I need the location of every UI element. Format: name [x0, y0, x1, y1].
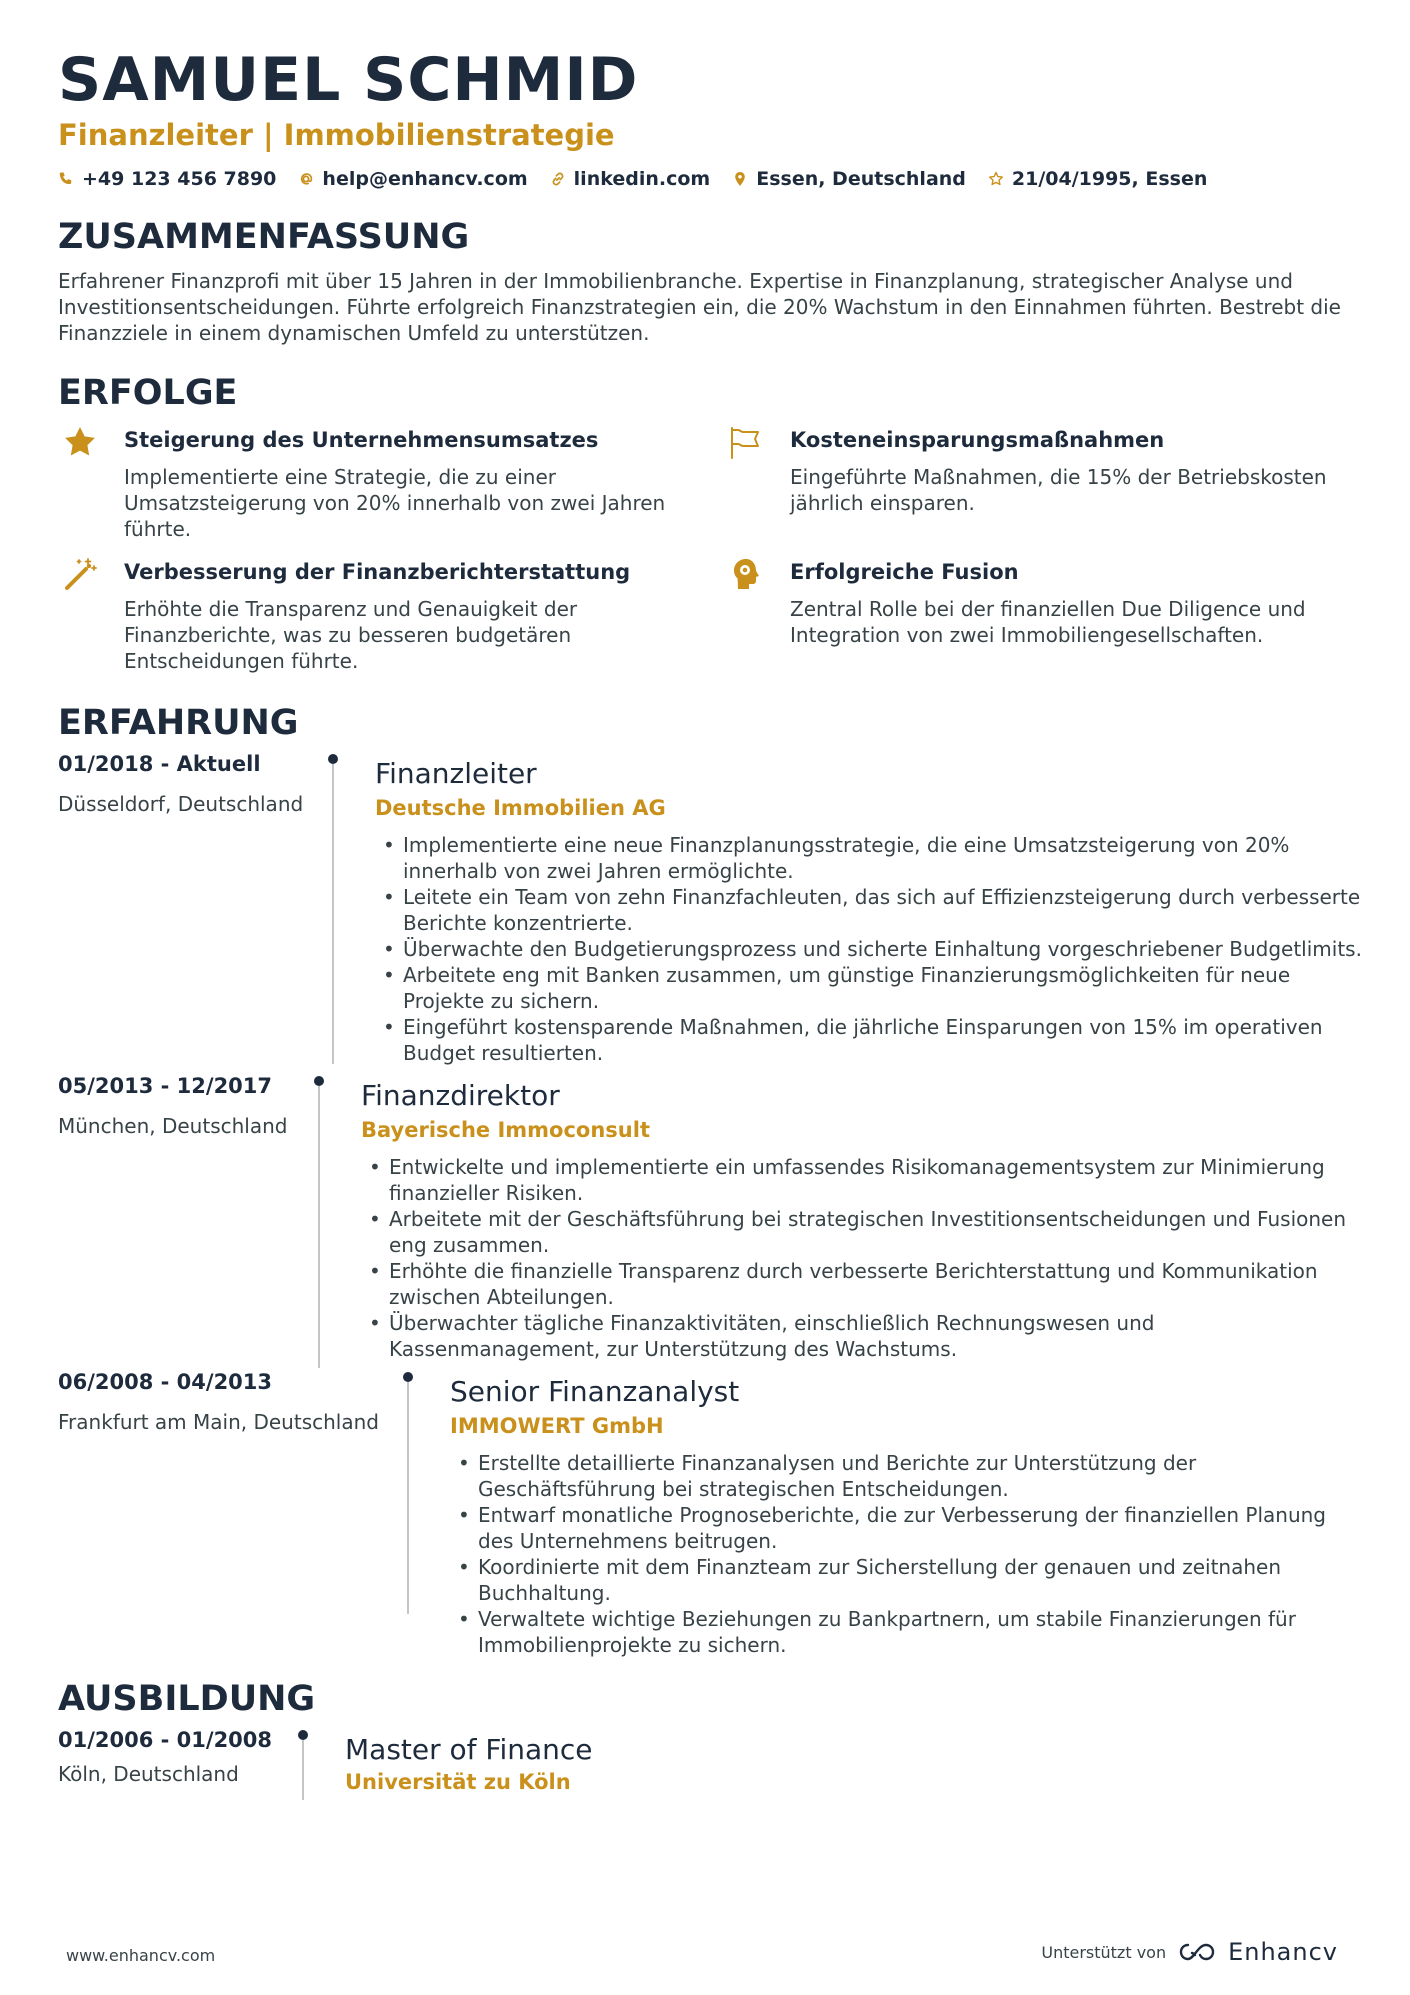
- achievement-icon: [62, 424, 102, 464]
- job-company: Deutsche Immobilien AG: [375, 796, 666, 820]
- at-icon: [298, 171, 314, 187]
- infinity-logo-icon: [1178, 1940, 1220, 1964]
- timeline-line: [302, 1740, 304, 1800]
- contact-bar: [58, 168, 1207, 190]
- job-bullets: [375, 832, 1375, 1066]
- job-date: 05/2013 - 12/2017: [58, 1074, 273, 1098]
- timeline-line: [332, 764, 334, 1064]
- list-item: • Erhöhte die finanzielle Transparenz durch verbesserte Berichterstattung und Kommunikation zwischen Abteilungen.: [361, 1258, 1361, 1310]
- section-title-education: AUSBILDUNG: [58, 1679, 316, 1719]
- job-date: 06/2008 - 04/2013: [58, 1370, 273, 1394]
- list-item: • Entwarf monatliche Prognoseberichte, die zur Verbesserung der finanziellen Planung des Unternehmens beitrugen.: [450, 1502, 1350, 1554]
- contact-linkedin-text: linkedin.com: [573, 168, 711, 190]
- contact-email-text: help@enhancv.com: [322, 168, 528, 190]
- job-bullets: [361, 1154, 1361, 1362]
- brand-name: Enhancv: [1228, 1938, 1338, 1966]
- list-item: • Entwickelte und implementierte ein umfassendes Risikomanagementsystem zur Minimierung finanzieller Risiken.: [361, 1154, 1361, 1206]
- star-outline-icon: [988, 171, 1004, 187]
- list-item: • Eingeführt kostensparende Maßnahmen, die jährliche Einsparungen von 15% im operativen Budget resultierten.: [375, 1014, 1375, 1066]
- timeline-dot: [314, 1076, 324, 1086]
- section-title-summary: ZUSAMMENFASSUNG: [58, 217, 470, 257]
- location-pin-icon: [732, 171, 748, 187]
- phone-icon: [58, 171, 74, 187]
- achievement-title: Erfolgreiche Fusion: [790, 560, 1019, 584]
- enhancv-logo[interactable]: [1178, 1938, 1338, 1966]
- job-bullets: [450, 1450, 1350, 1658]
- achievement-icon: [728, 556, 768, 596]
- contact-birth-text: 21/04/1995, Essen: [1011, 168, 1208, 190]
- timeline-line: [407, 1382, 409, 1614]
- job-date: 01/2018 - Aktuell: [58, 752, 261, 776]
- achievement-title: Verbesserung der Finanzberichterstattung: [124, 560, 631, 584]
- footer-website[interactable]: www.enhancv.com: [66, 1946, 216, 1965]
- job-location: Frankfurt am Main, Deutschland: [58, 1410, 379, 1434]
- job-company: IMMOWERT GmbH: [450, 1414, 664, 1438]
- contact-location: [732, 168, 966, 190]
- achievement-title: Kosteneinsparungsmaßnahmen: [790, 428, 1165, 452]
- list-item: • Koordinierte mit dem Finanzteam zur Sicherstellung der genauen und zeitnahen Buchhaltung.: [450, 1554, 1350, 1606]
- contact-phone-text: +49 123 456 7890: [82, 168, 277, 190]
- job-role: Senior Finanzanalyst: [450, 1375, 740, 1408]
- list-item: • Überwachte den Budgetierungsprozess und sicherte Einhaltung vorgeschriebener Budgetlimits.: [375, 936, 1375, 962]
- edu-date: 01/2006 - 01/2008: [58, 1728, 273, 1752]
- contact-phone[interactable]: [58, 168, 276, 190]
- contact-birth: [988, 168, 1207, 190]
- list-item: • Verwaltete wichtige Beziehungen zu Bankpartnern, um stabile Finanzierungen für Immobilienprojekte zu sichern.: [450, 1606, 1350, 1658]
- timeline-dot: [403, 1372, 413, 1382]
- job-location: München, Deutschland: [58, 1114, 288, 1138]
- link-icon: [550, 171, 566, 187]
- job-company: Bayerische Immoconsult: [361, 1118, 650, 1142]
- star-icon: [62, 424, 98, 460]
- candidate-name: SAMUEL SCHMID: [58, 45, 639, 115]
- edu-degree: Master of Finance: [345, 1733, 593, 1766]
- list-item: • Erstellte detaillierte Finanzanalysen und Berichte zur Unterstützung der Geschäftsführung bei strategischen Entscheidungen.: [450, 1450, 1350, 1502]
- achievement-text: Zentral Rolle bei der finanziellen Due Diligence und Integration von zwei Immobiliengesellschaften.: [790, 597, 1306, 647]
- timeline-line: [318, 1086, 320, 1368]
- edu-school: Universität zu Köln: [345, 1770, 571, 1794]
- achievement-text: Erhöhte die Transparenz und Genauigkeit der Finanzberichte, was zu besseren budgetären Entscheidungen führte.: [124, 597, 578, 673]
- edu-location: Köln, Deutschland: [58, 1762, 239, 1786]
- job-role: Finanzleiter: [375, 757, 537, 790]
- contact-location-text: Essen, Deutschland: [756, 168, 966, 190]
- contact-email[interactable]: [298, 168, 527, 190]
- timeline-dot: [328, 754, 338, 764]
- section-title-achievements: ERFOLGE: [58, 373, 238, 413]
- list-item: • Implementierte eine neue Finanzplanungsstrategie, die eine Umsatzsteigerung von 20% innerhalb von zwei Jahren ermöglichte.: [375, 832, 1375, 884]
- list-item: • Arbeitete mit der Geschäftsführung bei strategischen Investitionsentscheidungen und Fusionen eng zusammen.: [361, 1206, 1361, 1258]
- section-title-experience: ERFAHRUNG: [58, 703, 299, 743]
- footer-branding: [1041, 1938, 1338, 1966]
- list-item: • Leitete ein Team von zehn Finanzfachleuten, das sich auf Effizienzsteigerung durch verbesserte Berichte konzentrierte.: [375, 884, 1375, 936]
- achievement-icon: [728, 424, 768, 464]
- achievement-title: Steigerung des Unternehmensumsatzes: [124, 428, 599, 452]
- summary-text: Erfahrener Finanzprofi mit über 15 Jahren in der Immobilienbranche. Expertise in Finanzplanung, strategischer Analyse und Investitionsentscheidungen. Führte erfolgreich Finanzstrategien ein, die 20% Wachstum in den Einnahmen führten. Bestrebt die Finanzziele in einem dynamischen Umfeld zu unterstützen.: [58, 269, 1341, 345]
- achievement-icon: [62, 556, 102, 596]
- flag-icon: [728, 424, 764, 460]
- magic-wand-icon: [62, 556, 98, 592]
- contact-linkedin[interactable]: [550, 168, 711, 190]
- list-item: • Überwachter tägliche Finanzaktivitäten, einschließlich Rechnungswesen und Kassenmanagement, zur Unterstützung des Wachstums.: [361, 1310, 1361, 1362]
- achievement-text: Implementierte eine Strategie, die zu einer Umsatzsteigerung von 20% innerhalb von zwei Jahren führte.: [124, 465, 666, 541]
- list-item: • Arbeitete eng mit Banken zusammen, um günstige Finanzierungsmöglichkeiten für neue Projekte zu sichern.: [375, 962, 1375, 1014]
- timeline-dot: [298, 1730, 308, 1740]
- job-location: Düsseldorf, Deutschland: [58, 792, 304, 816]
- candidate-title: Finanzleiter | Immobilienstrategie: [58, 118, 615, 152]
- head-idea-icon: [728, 556, 764, 592]
- footer-powered-text: Unterstützt von: [1041, 1942, 1167, 1962]
- achievement-text: Eingeführte Maßnahmen, die 15% der Betriebskosten jährlich einsparen.: [790, 465, 1327, 515]
- job-role: Finanzdirektor: [361, 1079, 560, 1112]
